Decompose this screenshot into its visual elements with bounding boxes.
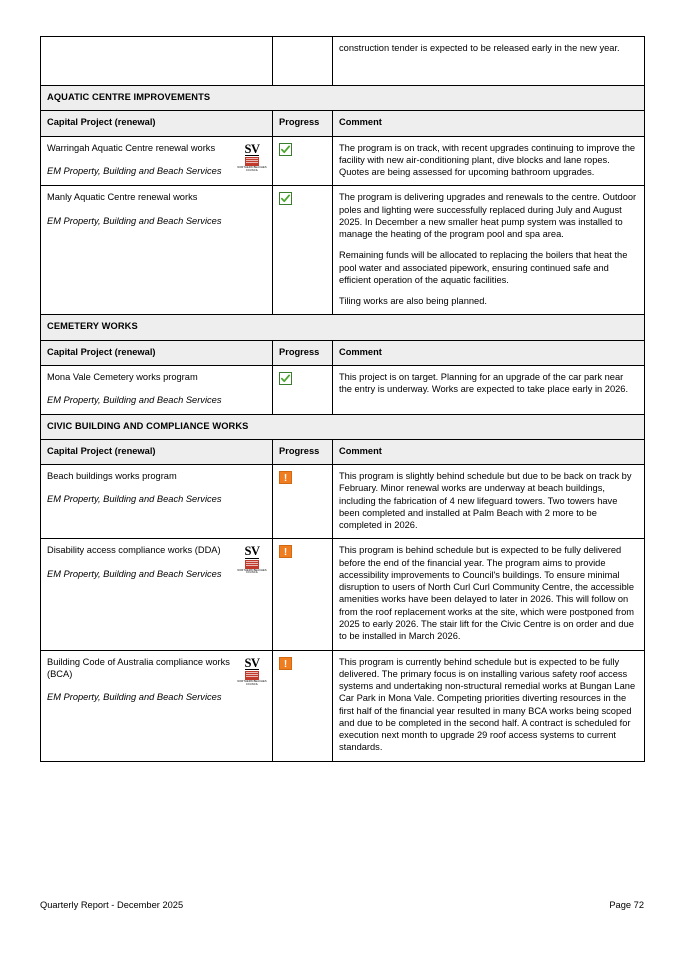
column-header-project: Capital Project (renewal): [41, 340, 273, 365]
comment-cell: [333, 136, 645, 186]
report-page: [40, 36, 644, 762]
status-behind-icon: !: [279, 471, 292, 484]
section-title: CEMETERY WORKS: [41, 315, 645, 340]
progress-cell: [273, 365, 333, 414]
project-title: Mona Vale Cemetery works program: [47, 371, 198, 382]
comment-cell: [333, 186, 645, 315]
project-title: Disability access compliance works (DDA): [47, 545, 221, 556]
comment-cell: [333, 465, 645, 539]
sv-logo-icon: [237, 657, 267, 687]
section-title: CIVIC BUILDING AND COMPLIANCE WORKS: [41, 414, 645, 439]
page-footer: [40, 900, 644, 910]
sv-logo-caption: NORTHERN BEACHES COUNCIL: [237, 680, 267, 686]
project-title: Building Code of Australia compliance works (BCA): [47, 656, 230, 679]
column-header-progress: Progress: [273, 439, 333, 464]
project-owner: EM Property, Building and Beach Services: [47, 165, 222, 176]
section-header-civic: [41, 414, 645, 439]
sv-logo-icon: [237, 143, 267, 173]
comment-paragraph: This program is behind schedule but is expected to be fully delivered before the end of the financial year. The program aims to provide accessibility improvements to Council's buildings. To ensure minimal disruption to users of North Curl Curl Community Centre, the accessible amenities works have been delayed to later in 2026. This will follow on from the roof replacement works at the site, which were postponed from 2025 to early 2026. The stair lift for the Civic Centre is on order and due to be installed in March 2026.: [339, 545, 635, 642]
column-header-row-civic: [41, 439, 645, 464]
project-title: Manly Aquatic Centre renewal works: [47, 192, 198, 203]
column-header-project: Capital Project (renewal): [41, 111, 273, 136]
column-header-comment: Comment: [333, 111, 645, 136]
comment-paragraph: The program is delivering upgrades and renewals to the centre. Outdoor poles and lighting were successfully replaced during July and August 2025. In December a new smaller heat pump system was installed to manage the heating of the program pool and spa area.: [339, 192, 637, 240]
sv-logo-icon: [237, 545, 267, 575]
project-cell: [41, 365, 273, 414]
table-body: [41, 37, 645, 762]
status-behind-icon: !: [279, 545, 292, 558]
project-title: Beach buildings works program: [47, 471, 177, 482]
progress-cell: [273, 136, 333, 186]
progress-cell: [273, 539, 333, 650]
table-row: [41, 650, 645, 761]
section-header-cemetery: [41, 315, 645, 340]
comment-cell: [333, 365, 645, 414]
project-cell: [41, 465, 273, 539]
section-title: AQUATIC CENTRE IMPROVEMENTS: [41, 86, 645, 111]
progress-cell: [273, 465, 333, 539]
status-on-track-icon: [279, 143, 292, 156]
sv-logo-caption: NORTHERN BEACHES COUNCIL: [237, 166, 267, 172]
comment-paragraph: This project is on target. Planning for an upgrade of the car park near the entry is underway. Works are expected to take place early in 2026.: [339, 371, 629, 395]
progress-cell: [273, 186, 333, 315]
table-row: [41, 365, 645, 414]
project-owner: EM Property, Building and Beach Services: [47, 568, 222, 579]
column-header-progress: Progress: [273, 340, 333, 365]
project-owner: EM Property, Building and Beach Services: [47, 215, 222, 226]
comment-paragraph: This program is slightly behind schedule but due to be back on track by February. Minor renewal works are underway at beach buildings, including the fabrication of 4 new lifeguard towers. Two towers have been completed and installed at Palm Beach with 2 more to be completed in 2026.: [339, 471, 632, 531]
footer-page-number: Page 72: [609, 900, 644, 910]
footer-report-title: Quarterly Report - December 2025: [40, 900, 184, 910]
comment-paragraph: The program is on track, with recent upgrades continuing to improve the facility with new air-conditioning plant, dive blocks and lane ropes. Quotes are being assessed for upcoming bathroom upgrades.: [339, 142, 636, 178]
status-behind-icon: !: [279, 657, 292, 670]
table-row-continued: [41, 37, 645, 86]
project-cell: [41, 186, 273, 315]
comment-cell: [333, 650, 645, 761]
comment-cell: [333, 539, 645, 650]
comment-paragraph: Tiling works are also being planned.: [339, 296, 487, 307]
progress-cell: [273, 650, 333, 761]
sv-logo-mark: SV: [244, 655, 260, 670]
project-owner: EM Property, Building and Beach Services: [47, 494, 222, 505]
table-row: [41, 136, 645, 186]
column-header-row-aquatic: [41, 111, 645, 136]
table-row: [41, 539, 645, 650]
status-on-track-icon: [279, 192, 292, 205]
column-header-project: Capital Project (renewal): [41, 439, 273, 464]
status-on-track-icon: [279, 372, 292, 385]
project-cell: [41, 539, 273, 650]
capital-projects-table: [40, 36, 645, 762]
project-owner: EM Property, Building and Beach Services: [47, 692, 222, 703]
section-header-aquatic: [41, 86, 645, 111]
comment-paragraph: Remaining funds will be allocated to replacing the boilers that heat the pool water and associated pipework, ensuring continued safe and efficient operation of the aquatic facilities.: [339, 250, 628, 285]
column-header-row-cemetery: [41, 340, 645, 365]
project-cell-empty: [41, 37, 273, 86]
column-header-comment: Comment: [333, 439, 645, 464]
sv-logo-mark: SV: [244, 544, 260, 559]
project-cell: [41, 136, 273, 186]
sv-logo-caption: NORTHERN BEACHES COUNCIL: [237, 568, 267, 575]
table-row: [41, 465, 645, 539]
sv-logo-mark: SV: [244, 141, 260, 156]
project-owner: EM Property, Building and Beach Services: [47, 395, 222, 406]
column-header-progress: Progress: [273, 111, 333, 136]
project-title: Warringah Aquatic Centre renewal works: [47, 142, 216, 153]
comment-cell-continued: construction tender is expected to be released early in the new year.: [333, 37, 645, 86]
comment-paragraph: This program is currently behind schedule but is expected to be fully delivered. The primary focus is on installing various safety roof access systems and undertaking non-structural remedial works at Bungan Lane Car Park in Mona Vale. Competing priorities diverting resources in the first half of the financial year resulted in many BCA works being scoped and due to be completed in the second half. A contract is scheduled for execution next month to upgrade 29 roof access systems to current standards.: [339, 656, 636, 753]
progress-cell-empty: [273, 37, 333, 86]
column-header-comment: Comment: [333, 340, 645, 365]
table-row: [41, 186, 645, 315]
project-cell: [41, 650, 273, 761]
